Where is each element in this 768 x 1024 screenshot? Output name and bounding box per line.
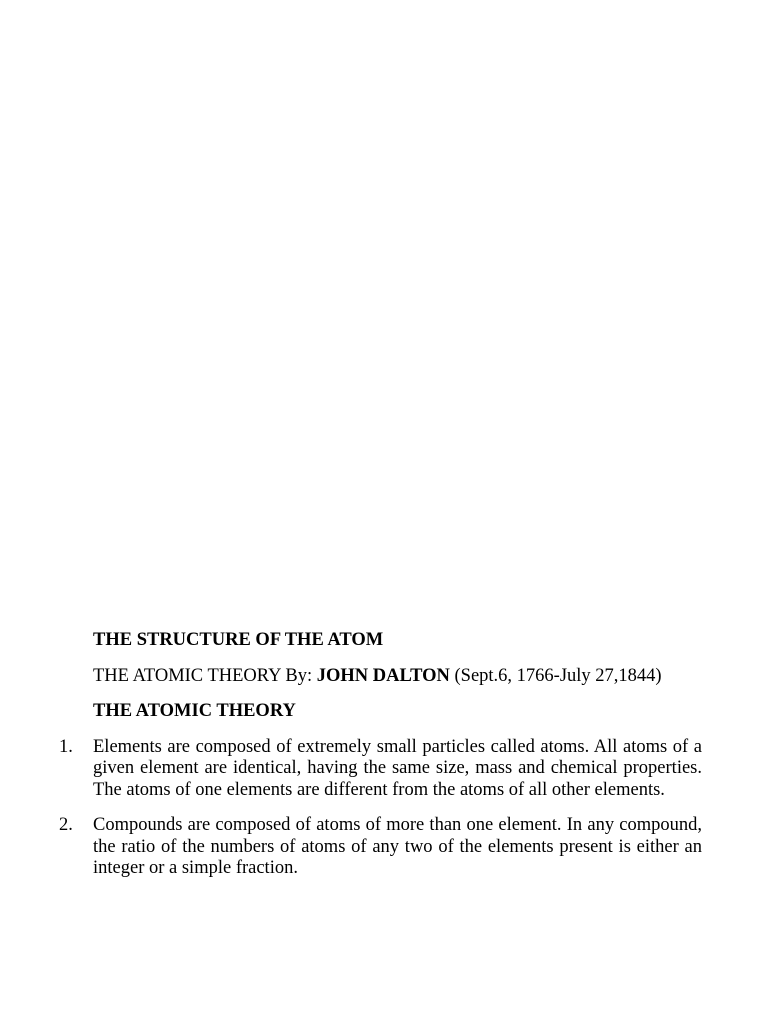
list-item-text: Compounds are composed of atoms of more than one element. In any compound, the ratio of the numbers of atoms of any two of the elements present is either an integer or a simple fraction. (93, 815, 702, 878)
author-dates: (Sept.6, 1766-July 27,1844) (454, 665, 662, 686)
document-title: THE STRUCTURE OF THE ATOM (93, 630, 384, 650)
theory-prefix: THE ATOMIC THEORY By: (93, 665, 313, 686)
author-name: JOHN DALTON (316, 665, 450, 686)
section-heading: THE ATOMIC THEORY (93, 701, 296, 721)
list-item-text: Elements are composed of extremely small particles called atoms. All atoms of a given element are identical, having the same size, mass and chemical properties. The atoms of one elements are different from the atoms of all other elements. (93, 736, 702, 800)
theory-points-list (59, 736, 702, 880)
list-item (59, 815, 702, 880)
list-item (59, 736, 702, 802)
list-item-number: 1. (59, 736, 73, 757)
document-body (59, 630, 702, 894)
theory-attribution-line (93, 666, 702, 688)
list-item-number: 2. (59, 815, 73, 835)
